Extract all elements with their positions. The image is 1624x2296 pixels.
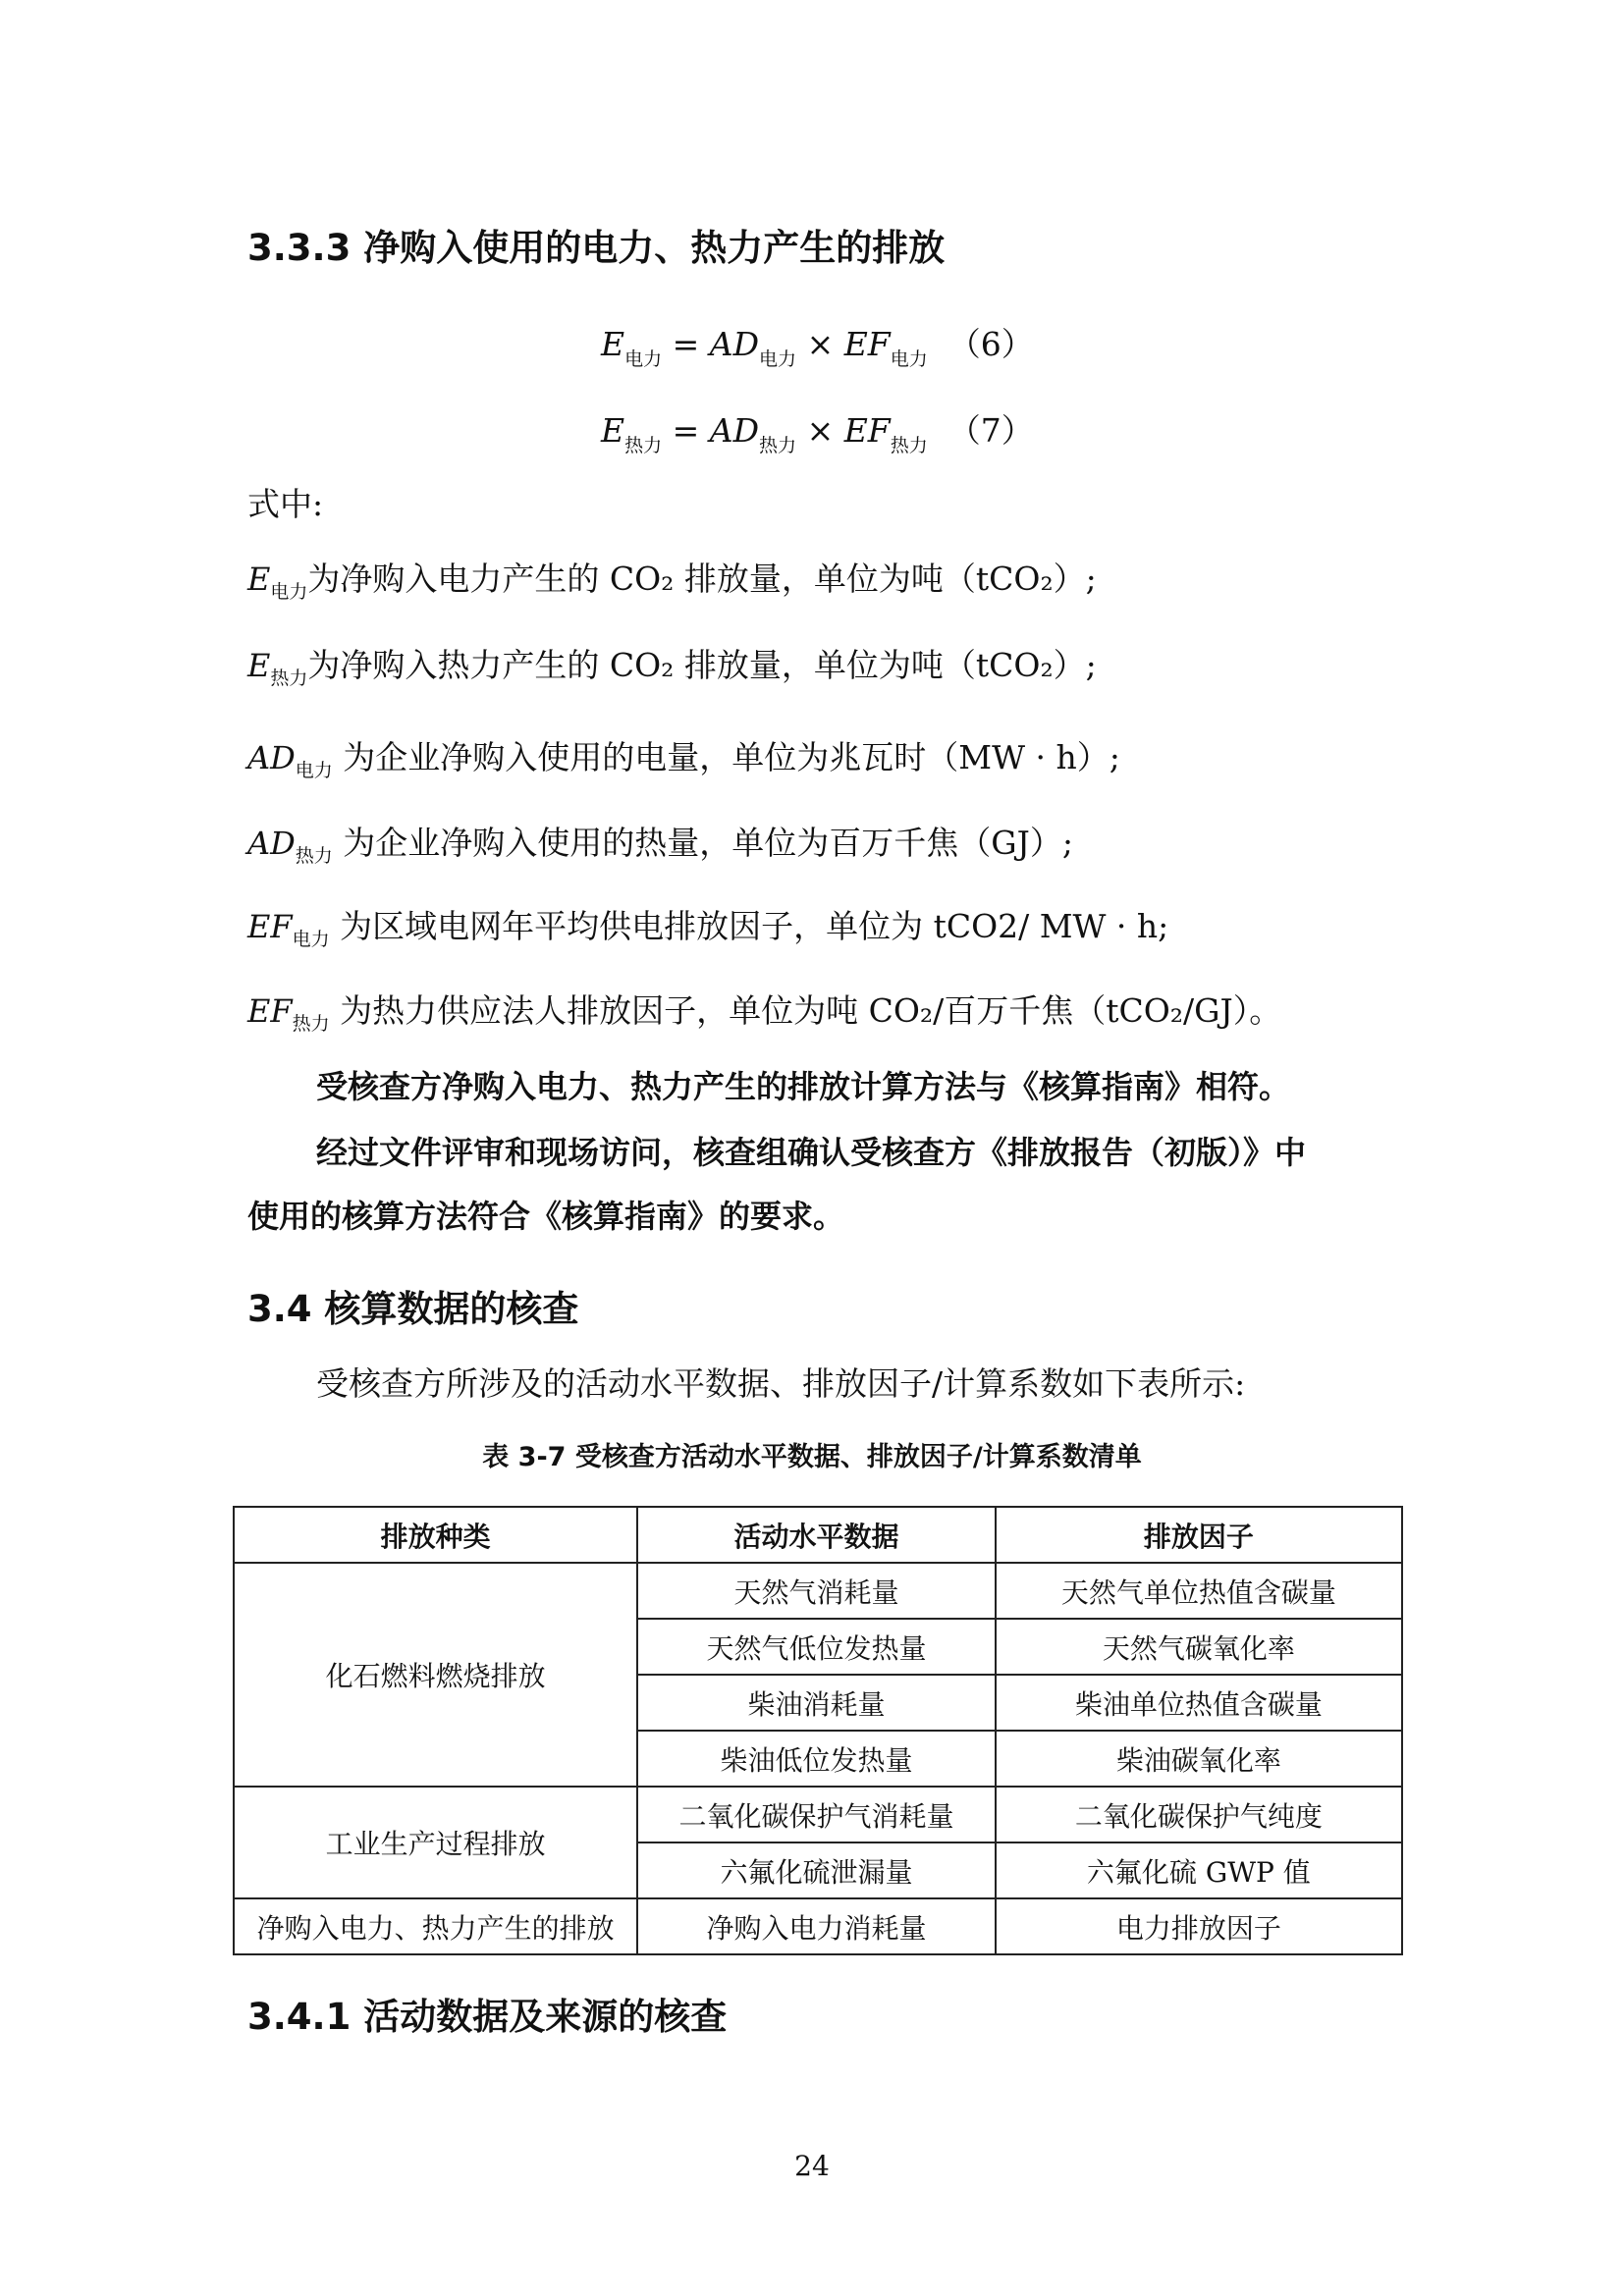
table-group-cell: 化石燃料燃烧排放 — [234, 1563, 637, 1787]
column-header: 排放种类 — [234, 1507, 637, 1563]
table-cell: 天然气消耗量 — [637, 1563, 995, 1619]
definition-item: $EF_{电力}$ 为区域电网年平均供电排放因子，单位为 tCO2/ MW · h; — [247, 907, 1169, 950]
equation-6: $E_{电力} = AD_{电力} \times EF_{电力}$ （6） — [601, 325, 1034, 370]
column-header: 活动水平数据 — [637, 1507, 995, 1563]
section-heading-3-3-3: 3.3.3 净购入使用的电力、热力产生的排放 — [247, 227, 946, 269]
table-row — [234, 1563, 1402, 1619]
paragraph-conclusion-2-line2: 使用的核算方法符合《核算指南》的要求。 — [247, 1198, 845, 1235]
table-row — [234, 1898, 1402, 1954]
intro-paragraph: 受核查方所涉及的活动水平数据、排放因子/计算系数如下表所示: — [316, 1364, 1246, 1403]
table-cell: 柴油低位发热量 — [637, 1731, 995, 1787]
emission-factor-table — [233, 1506, 1403, 1955]
definition-item: $AD_{热力}$ 为企业净购入使用的热量，单位为百万千焦（GJ）; — [247, 824, 1073, 867]
section-heading-3-4-1: 3.4.1 活动数据及来源的核查 — [247, 1996, 728, 2038]
section-heading-3-4: 3.4 核算数据的核查 — [247, 1288, 579, 1330]
table-cell: 天然气单位热值含碳量 — [996, 1563, 1402, 1619]
page-number: 24 — [794, 2150, 830, 2182]
equation-number: （6） — [947, 325, 1034, 363]
definition-item: $AD_{电力}$ 为企业净购入使用的电量，单位为兆瓦时（MW · h）; — [247, 738, 1120, 781]
table-cell: 天然气低位发热量 — [637, 1619, 995, 1675]
definition-item: $E_{热力}$为净购入热力产生的 CO₂ 排放量，单位为吨（tCO₂）; — [247, 646, 1097, 689]
table-cell: 柴油消耗量 — [637, 1675, 995, 1731]
table-cell: 柴油碳氧化率 — [996, 1731, 1402, 1787]
table-cell: 二氧化碳保护气消耗量 — [637, 1787, 995, 1842]
table-caption: 表 3-7 受核查方活动水平数据、排放因子/计算系数清单 — [482, 1442, 1142, 1472]
table-cell: 二氧化碳保护气纯度 — [996, 1787, 1402, 1842]
where-label: 式中: — [247, 485, 324, 523]
table-group-cell: 净购入电力、热力产生的排放 — [234, 1898, 637, 1954]
definition-item: $EF_{热力}$ 为热力供应法人排放因子，单位为吨 CO₂/百万千焦（tCO₂/GJ）。 — [247, 991, 1282, 1035]
paragraph-conclusion-2-line1: 经过文件评审和现场访问，核查组确认受核查方《排放报告（初版）》中 — [316, 1134, 1307, 1171]
table-cell: 六氟化硫泄漏量 — [637, 1842, 995, 1898]
table-row — [234, 1787, 1402, 1842]
equation-7: $E_{热力} = AD_{热力} \times EF_{热力}$ （7） — [601, 411, 1034, 456]
equation-number: （7） — [947, 411, 1034, 450]
table-cell: 天然气碳氧化率 — [996, 1619, 1402, 1675]
column-header: 排放因子 — [996, 1507, 1402, 1563]
definition-item: $E_{电力}$为净购入电力产生的 CO₂ 排放量，单位为吨（tCO₂）; — [247, 560, 1097, 603]
table-cell: 电力排放因子 — [996, 1898, 1402, 1954]
table-group-cell: 工业生产过程排放 — [234, 1787, 637, 1898]
table-cell: 柴油单位热值含碳量 — [996, 1675, 1402, 1731]
table-header-row — [234, 1507, 1402, 1563]
table-cell: 六氟化硫 GWP 值 — [996, 1842, 1402, 1898]
paragraph-conclusion-1: 受核查方净购入电力、热力产生的排放计算方法与《核算指南》相符。 — [316, 1068, 1291, 1105]
table-cell: 净购入电力消耗量 — [637, 1898, 995, 1954]
